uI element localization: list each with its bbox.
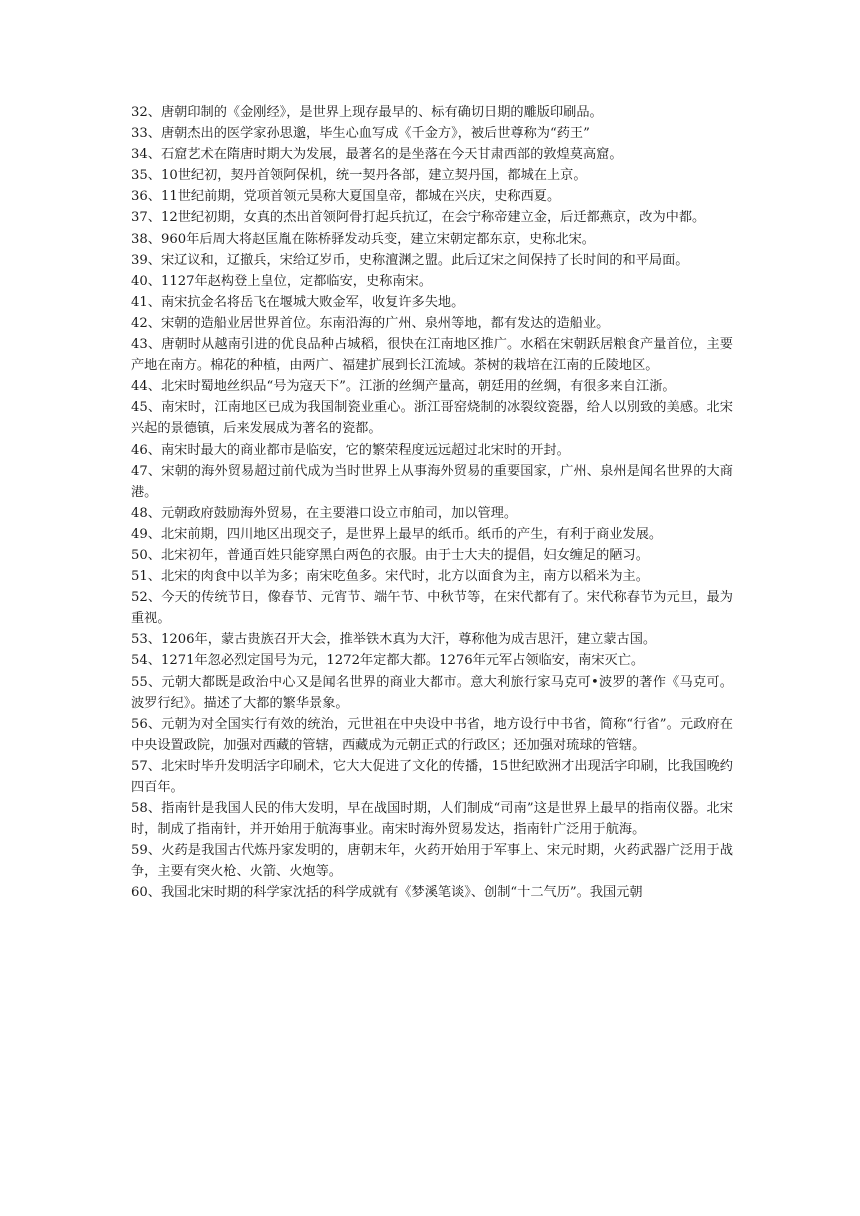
document-body <box>131 102 733 904</box>
list-item: 58、指南针是我国人民的伟大发明，早在战国时期，人们制成“司南”这是世界上最早的指南仪器。北宋时，制成了指南针，并开始用于航海事业。南宋时海外贸易发达，指南针广泛用于航海。 <box>131 801 733 838</box>
list-item: 49、北宋前期，四川地区出现交子，是世界上最早的纸币。纸币的产生，有利于商业发展。 <box>131 526 663 542</box>
list-item: 54、1271年忽必烈定国号为元，1272年定都大都。1276年元军占领临安，南宋灭亡。 <box>131 653 645 669</box>
list-item: 47、宋朝的海外贸易超过前代成为当时世界上从事海外贸易的重要国家，广州、泉州是闻名世界的大商港。 <box>131 463 733 500</box>
list-item: 34、石窟艺术在隋唐时期大为发展，最著名的是坐落在今天甘肃西部的敦煌莫高窟。 <box>131 147 623 163</box>
list-item: 45、南宋时，江南地区已成为我国制瓷业重心。浙江哥窑烧制的冰裂纹瓷器，给人以別致的美感。北宋兴起的景德镇，后来发展成为著名的瓷都。 <box>131 400 733 437</box>
list-item: 52、今天的传统节日，像春节、元宵节、端午节、中秋节等，在宋代都有了。宋代称春节为元旦，最为重视。 <box>131 590 733 627</box>
list-item: 42、宋朝的造船业居世界首位。东南沿海的广州、泉州等地，都有发达的造船业。 <box>131 315 610 331</box>
list-item: 44、北宋时蜀地丝织品“号为寇天下”。江浙的丝绸产量高，朝廷用的丝绸，有很多来自江浙。 <box>131 379 676 395</box>
list-item: 51、北宋的肉食中以羊为多；南宋吃鱼多。宋代时，北方以面食为主，南方以稻米为主。 <box>131 569 649 585</box>
list-item: 36、11世纪前期，党项首领元昊称大夏国皇帝，都城在兴庆，史称西夏。 <box>131 189 561 205</box>
list-item: 37、12世纪初期，女真的杰出首领阿骨打起兵抗辽，在会宁称帝建立金，后迁都燕京，改为中都。 <box>131 210 706 226</box>
list-item: 43、唐朝时从越南引进的优良品种占城稻，很快在江南地区推广。水稻在宋朝跃居粮食产量首位，主要产地在南方。棉花的种植，由两广、福建扩展到长江流域。茶树的栽培在江南的丘陵地区。 <box>131 337 733 374</box>
list-item: 40、1127年赵构登上皇位，定都临安，史称南宋。 <box>131 273 432 289</box>
list-item: 38、960年后周大将赵匡胤在陈桥驿发动兵变，建立宋朝定都东京，史称北宋。 <box>131 231 595 247</box>
list-item: 50、北宋初年，普通百姓只能穿黑白两色的衣服。由于士大夫的提倡，妇女缠足的陋习。 <box>131 547 649 563</box>
list-item: 56、元朝为对全国实行有效的统治，元世祖在中央设中书省，地方设行中书省，简称“行省”。元政府在中央设置政院，加强对西藏的管辖，西藏成为元朝正式的行政区；还加强对琉球的管辖。 <box>131 716 733 753</box>
list-item: 48、元朝政府鼓励海外贸易，在主要港口设立市舶司，加以管理。 <box>131 505 518 521</box>
list-item: 39、宋辽议和，辽撤兵，宋给辽岁币，史称澶渊之盟。此后辽宋之间保持了长时间的和平局面。 <box>131 252 689 268</box>
list-item: 35、10世纪初，契丹首领阿保机，统一契丹各部，建立契丹国，都城在上京。 <box>131 168 587 184</box>
list-item: 32、唐朝印制的《金刚经》，是世界上现存最早的、标有确切日期的雕版印刷品。 <box>131 105 603 120</box>
list-item: 55、元朝大都既是政治中心又是闻名世界的商业大都市。意大利旅行家马克可•波罗的著作《马克可。波罗行纪》。描述了大都的繁华景象。 <box>131 674 733 711</box>
list-item: 60、我国北宋时期的科学家沈括的科学成就有《梦溪笔谈》、创制“十二气历”。我国元朝 <box>131 885 643 901</box>
list-item: 57、北宋时毕升发明活字印刷术，它大大促进了文化的传播，15世纪欧洲才出现活字印刷，比我国晚约四百年。 <box>131 758 733 795</box>
list-item: 46、南宋时最大的商业都市是临安，它的繁荣程度远远超过北宋时的开封。 <box>131 442 570 458</box>
list-item: 59、火药是我国古代炼丹家发明的，唐朝末年，火药开始用于军事上、宋元时期，火药武器广泛用于战争，主要有突火枪、火箭、火炮等。 <box>131 843 733 880</box>
list-item: 33、唐朝杰出的医学家孙思邈，毕生心血写成《千金方》，被后世尊称为“药王” <box>131 126 590 142</box>
list-item: 41、南宋抗金名将岳飞在堰城大败金军，收复许多失地。 <box>131 294 465 310</box>
list-item: 53、1206年，蒙古贵族召开大会，推举铁木真为大汗，尊称他为成吉思汗，建立蒙古国。 <box>131 632 657 648</box>
